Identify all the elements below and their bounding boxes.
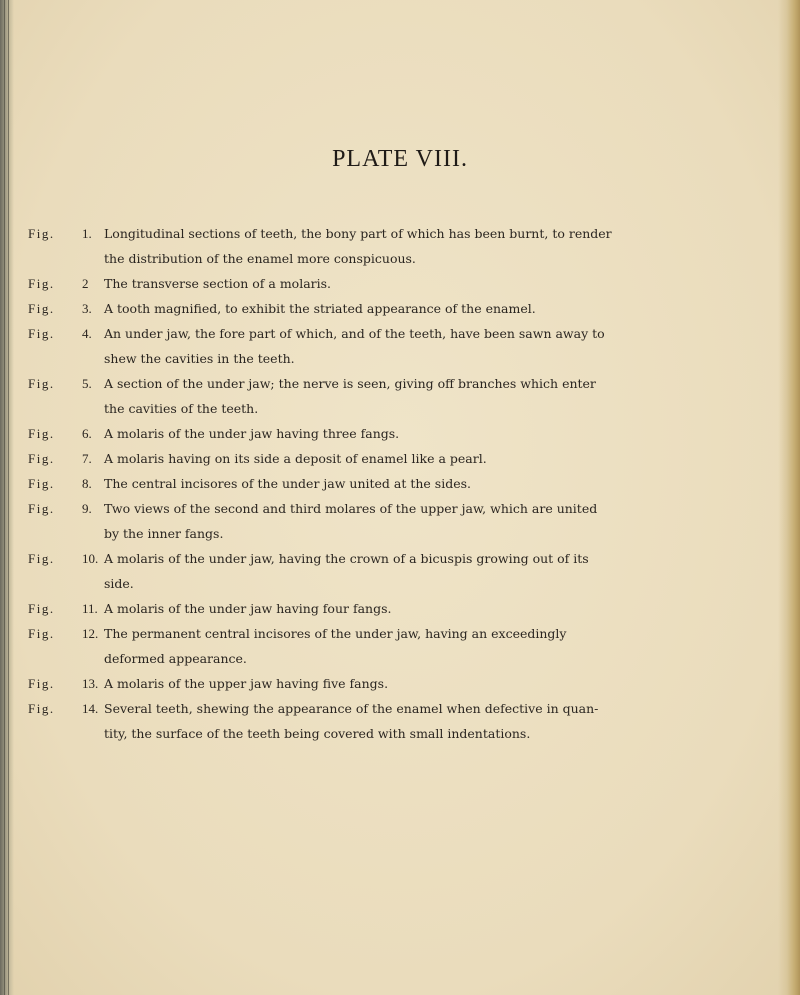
description-line: side. [104,576,134,591]
description-line: A molaris having on its side a deposit of enamel like a pearl. [104,451,487,466]
figure-description [104,596,706,621]
figure-label: Fig. [28,276,55,291]
figure-label: Fig. [28,601,55,616]
figure-number: 11. [82,601,98,616]
figure-number: 2 [82,276,89,291]
description-line: A tooth magnified, to exhibit the striated appearance of the enamel. [104,301,536,316]
figure-description [104,446,706,471]
figure-description [104,621,706,671]
description-line: by the inner fangs. [104,526,224,541]
figure-label: Fig. [28,376,55,391]
figure-description [104,321,706,371]
figure-number: 4. [82,326,92,341]
description-line: shew the cavities in the teeth. [104,351,295,366]
figure-description [104,421,706,446]
description-line: Several teeth, shewing the appearance of the enamel when defective in quan- [104,701,599,716]
figure-label: Fig. [28,301,55,316]
description-line: the distribution of the enamel more conspicuous. [104,251,416,266]
figure-number: 12. [82,626,99,641]
figure-description [104,371,706,421]
description-line: Longitudinal sections of teeth, the bony part of which has been burnt, to render [104,226,612,241]
figure-label: Fig. [28,701,55,716]
figure-label: Fig. [28,476,55,491]
figure-description [104,296,706,321]
figure-number: 10. [82,551,99,566]
figure-description [104,696,706,746]
description-line: The transverse section of a molaris. [104,276,332,291]
figure-number: 7. [82,451,92,466]
plate-title: PLATE VIII. [332,146,468,172]
figure-label: Fig. [28,676,55,691]
figure-label: Fig. [28,626,55,641]
figure-number: 5. [82,376,92,391]
figure-number: 1. [82,226,92,241]
description-line: the cavities of the teeth. [104,401,259,416]
description-line: tity, the surface of the teeth being covered with small indentations. [104,726,531,741]
figure-description [104,546,706,596]
description-line: A molaris of the upper jaw having five fangs. [104,676,389,691]
figure-label: Fig. [28,426,55,441]
figure-number: 6. [82,426,92,441]
figure-description [104,671,706,696]
description-line: The central incisores of the under jaw united at the sides. [104,476,471,491]
figure-label: Fig. [28,451,55,466]
figure-description [104,471,706,496]
description-line: A section of the under jaw; the nerve is seen, giving off branches which enter [104,376,596,391]
figure-label: Fig. [28,226,55,241]
figure-label: Fig. [28,326,55,341]
figure-description [104,221,706,271]
figure-number: 3. [82,301,92,316]
description-line: Two views of the second and third molares of the upper jaw, which are united [104,501,598,516]
figure-label: Fig. [28,501,55,516]
description-line: A molaris of the under jaw having three fangs. [104,426,400,441]
figure-number: 9. [82,501,92,516]
description-line: The permanent central incisores of the under jaw, having an exceedingly [104,626,567,641]
figure-description [104,271,706,296]
description-line: A molaris of the under jaw, having the crown of a bicuspis growing out of its [104,551,589,566]
figure-description [104,496,706,546]
figure-label: Fig. [28,551,55,566]
figure-number: 8. [82,476,92,491]
description-line: An under jaw, the fore part of which, and of the teeth, have been sawn away to [104,326,605,341]
figure-number: 13. [82,676,99,691]
description-line: deformed appearance. [104,651,247,666]
description-line: A molaris of the under jaw having four fangs. [104,601,392,616]
figure-number: 14. [82,701,99,716]
